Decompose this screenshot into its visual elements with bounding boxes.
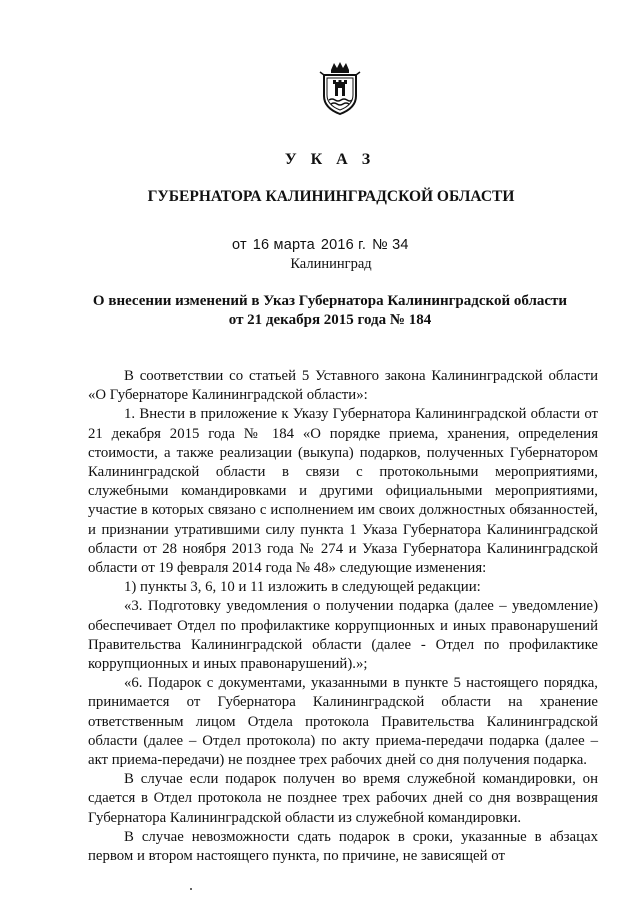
body-paragraph: В случае если подарок получен во время служебной командировки, он сдается в Отдел протокола не позднее трех рабочих дней со дня возвращения Губернатора Калининградской области из служебной командировки. xyxy=(88,771,598,826)
body-paragraph: 1. Внести в приложение к Указу Губернатора Калининградской области от 21 декабря 2015 года № 184 «О порядке приема, хранения, определения стоимости, а также реализации (выкупа) подарков, полученных Губернатором Калининградской области в связи с протокольными мероприятиями, служебными командировками и другими официальными мероприятиями, участие в которых связано с исполнением им своих должностных обязанностей, и признании утратившими силу пункта 1 Указа Губернатора Калининградской области от 28 ноября 2013 года № 274 и Указа Губернатора Калининградской области от 19 февраля 2014 года № 48» следующие изменения: xyxy=(88,406,598,577)
subject-line-1: О внесении изменений в Указ Губернатора Калининградской области xyxy=(92,293,568,309)
date-day-month: 16 марта xyxy=(252,237,315,253)
document-body xyxy=(88,367,598,866)
body-paragraph: 1) пункты 3, 6, 10 и 11 изложить в следующей редакции: xyxy=(124,579,481,596)
coat-of-arms-icon xyxy=(318,60,362,116)
body-paragraph: В соответствии со статьей 5 Уставного закона Калининградской области «О Губернаторе Калининградской области»: xyxy=(88,368,598,404)
document-number: № 34 xyxy=(372,237,409,253)
issuer-title: ГУБЕРНАТОРА КАЛИНИНГРАДСКОЙ ОБЛАСТИ xyxy=(147,188,515,205)
date-number-line xyxy=(232,237,409,253)
date-year: 2016 г. xyxy=(320,237,367,253)
subject-line-2: от 21 декабря 2015 года № 184 xyxy=(228,312,432,328)
document-type-title: У К А З xyxy=(284,151,376,168)
city: Калининград xyxy=(290,256,372,272)
body-paragraph: «3. Подготовку уведомления о получении подарка (далее – уведомление) обеспечивает Отдел по профилактике коррупционных и иных правонарушений Правительства Калининградской области (далее - Отдел по профилактике коррупционных и иных правонарушений).»; xyxy=(88,598,598,673)
body-paragraph: В случае невозможности сдать подарок в сроки, указанные в абзацах первом и втором настоящего пункта, по причине, не зависящей от xyxy=(88,828,598,865)
scan-dot xyxy=(190,888,192,890)
body-paragraph: «6. Подарок с документами, указанными в пункте 5 настоящего порядка, принимается от Губернатора Калининградской области на хранение ответственным лицом Отдела протокола Правительства Калининградской области (далее – Отдел протокола) по акту приема-передачи подарка (далее – акт приема-передачи) не позднее трех рабочих дней со дня получения подарка. xyxy=(88,675,598,769)
date-prefix: от xyxy=(232,237,247,253)
document-subject xyxy=(70,292,590,330)
